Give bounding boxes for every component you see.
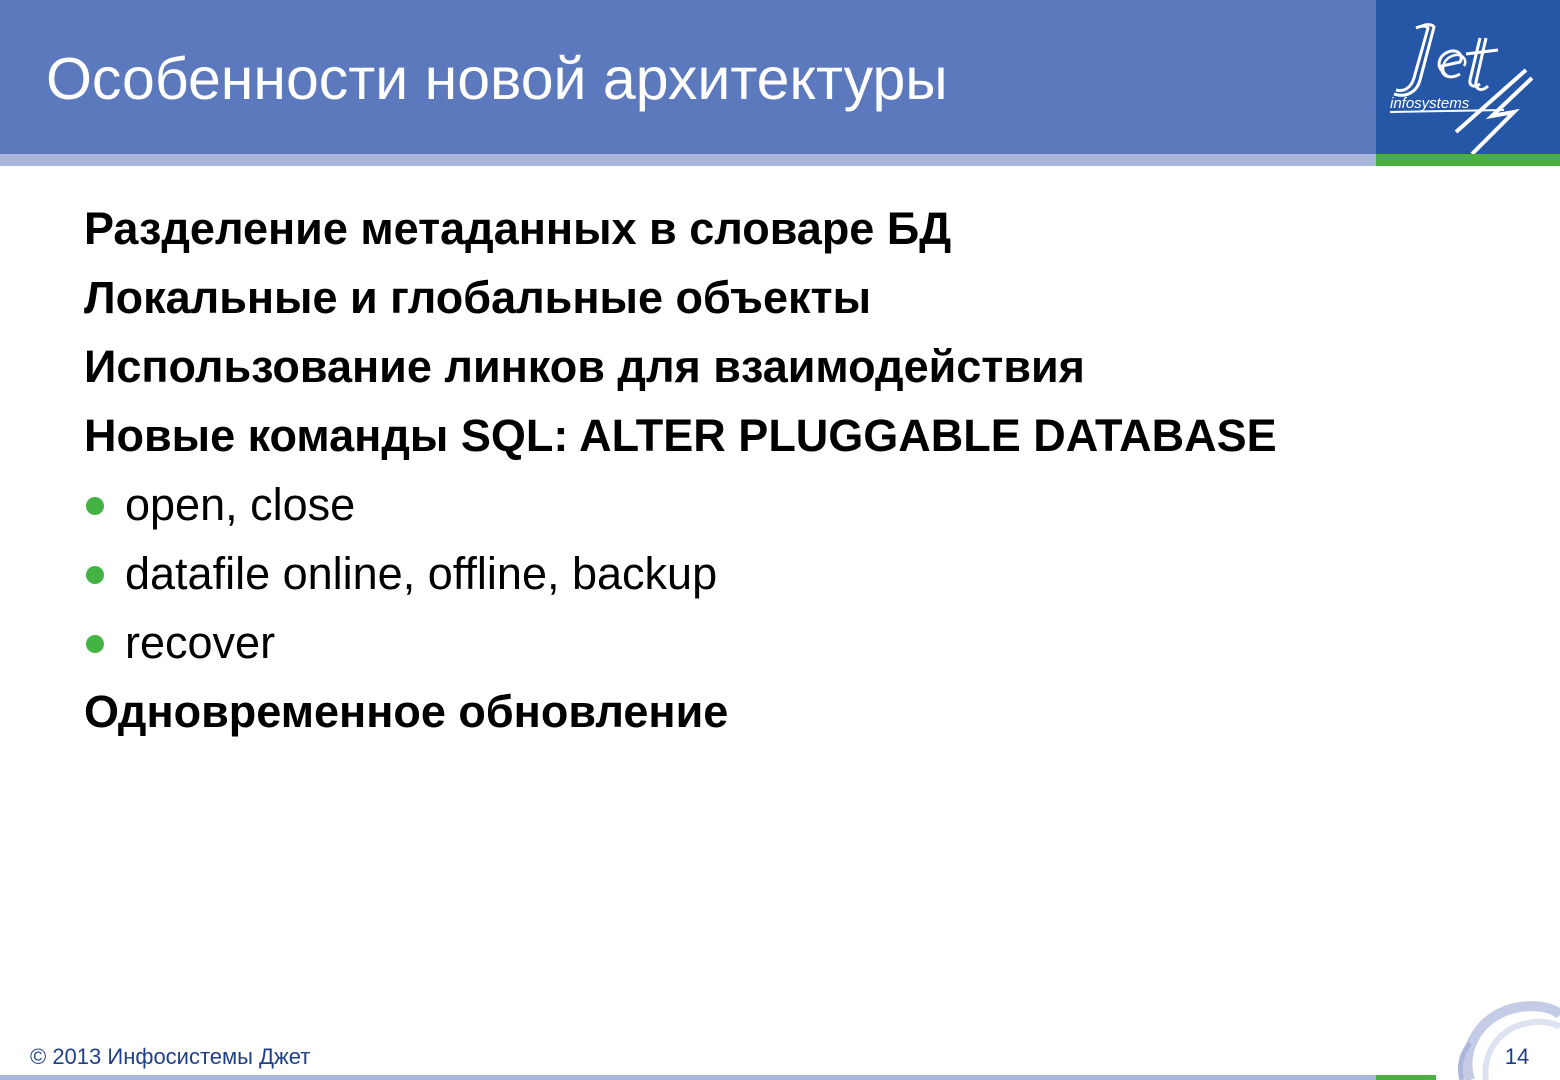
bullet-dot-icon	[86, 635, 104, 653]
svg-text:infosystems: infosystems	[1390, 95, 1470, 112]
list-item-level1: Разделение метаданных в словаре БД	[84, 203, 952, 254]
list-item-text: datafile online, offline, backup	[125, 548, 718, 599]
slide-title: Особенности новой архитектуры	[46, 46, 948, 112]
header-stripe	[0, 154, 1376, 166]
bullet-dot-icon	[86, 566, 104, 584]
footer-line	[0, 1075, 1376, 1080]
logo-stripe	[1376, 154, 1560, 166]
list-item-level1: Использование линков для взаимодействия	[84, 341, 1085, 392]
list-item-text: recover	[125, 617, 276, 668]
list-item-level1: Одновременное обновление	[84, 686, 729, 737]
list-item-level1: Локальные и глобальные объекты	[84, 272, 871, 323]
jet-logo-icon	[1376, 0, 1560, 154]
footer-line-accent	[1376, 1075, 1436, 1080]
jet-infosystems-logo	[1376, 0, 1560, 154]
slide-content	[84, 204, 1504, 756]
bullet-dot-icon	[86, 497, 104, 515]
list-item-level2	[84, 618, 1504, 687]
list-item-level1: Новые команды SQL: ALTER PLUGGABLE DATABASE	[84, 410, 1277, 461]
list-item-level2	[84, 480, 1504, 549]
list-item-text: open, close	[125, 479, 356, 530]
footer-copyright: © 2013 Инфосистемы Джет	[30, 1044, 311, 1069]
list-item-level2	[84, 549, 1504, 618]
page-number: 14	[1504, 1044, 1530, 1069]
